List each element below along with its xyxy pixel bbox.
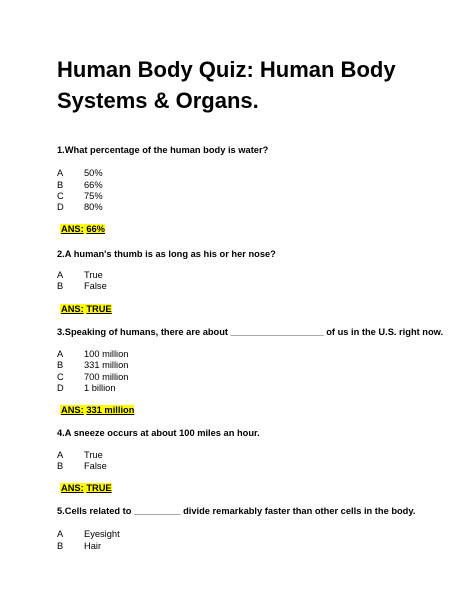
option-text: 75% bbox=[84, 191, 103, 201]
option-text: True bbox=[84, 450, 103, 460]
option-text: 331 million bbox=[84, 360, 129, 370]
answer-1 bbox=[60, 224, 105, 234]
question-1: 1.What percentage of the human body is water? bbox=[57, 145, 269, 155]
option-letter: D bbox=[57, 202, 64, 212]
answer-2 bbox=[60, 304, 112, 314]
option-letter: A bbox=[57, 529, 64, 539]
option-letter: B bbox=[57, 281, 64, 291]
option-text: 100 million bbox=[84, 349, 129, 359]
option-letter: A bbox=[57, 270, 64, 280]
answer-label: ANS: bbox=[61, 304, 84, 314]
option-text: 700 million bbox=[84, 372, 129, 382]
option-text: False bbox=[84, 461, 107, 471]
option-text: Hair bbox=[84, 541, 102, 551]
question-2: 2.A human's thumb is as long as his or her nose? bbox=[57, 249, 276, 259]
option-letter: D bbox=[57, 383, 64, 393]
option-text: 66% bbox=[84, 180, 103, 190]
option-letter: C bbox=[57, 372, 64, 382]
option-text: False bbox=[84, 281, 107, 291]
page-title: Human Body Quiz: Human Body Systems & Organs. bbox=[57, 57, 396, 113]
option-letter: A bbox=[57, 349, 64, 359]
question-3: 3.Speaking of humans, there are about __________________ of us in the U.S. right now. bbox=[57, 327, 444, 337]
option-text: 50% bbox=[84, 168, 103, 178]
answer-3 bbox=[60, 405, 134, 415]
option-letter: B bbox=[57, 461, 64, 471]
option-letter: B bbox=[57, 360, 64, 370]
answer-value: 331 million bbox=[86, 405, 135, 415]
option-letter: A bbox=[57, 450, 64, 460]
question-5: 5.Cells related to _________ divide remarkably faster than other cells in the body. bbox=[57, 506, 416, 516]
answer-value: TRUE bbox=[86, 304, 112, 314]
answer-label: ANS: bbox=[61, 224, 84, 234]
option-letter: C bbox=[57, 191, 64, 201]
option-letter: B bbox=[57, 541, 64, 551]
option-text: True bbox=[84, 270, 103, 280]
answer-label: ANS: bbox=[61, 483, 84, 493]
option-letter: B bbox=[57, 180, 64, 190]
question-4: 4.A sneeze occurs at about 100 miles an hour. bbox=[57, 428, 260, 438]
answer-label: ANS: bbox=[61, 405, 84, 415]
option-text: 80% bbox=[84, 202, 103, 212]
answer-4 bbox=[60, 483, 112, 493]
answer-value: TRUE bbox=[86, 483, 112, 493]
option-text: Eyesight bbox=[84, 529, 120, 539]
answer-value: 66% bbox=[86, 224, 105, 234]
option-letter: A bbox=[57, 168, 64, 178]
option-text: 1 billion bbox=[84, 383, 116, 393]
